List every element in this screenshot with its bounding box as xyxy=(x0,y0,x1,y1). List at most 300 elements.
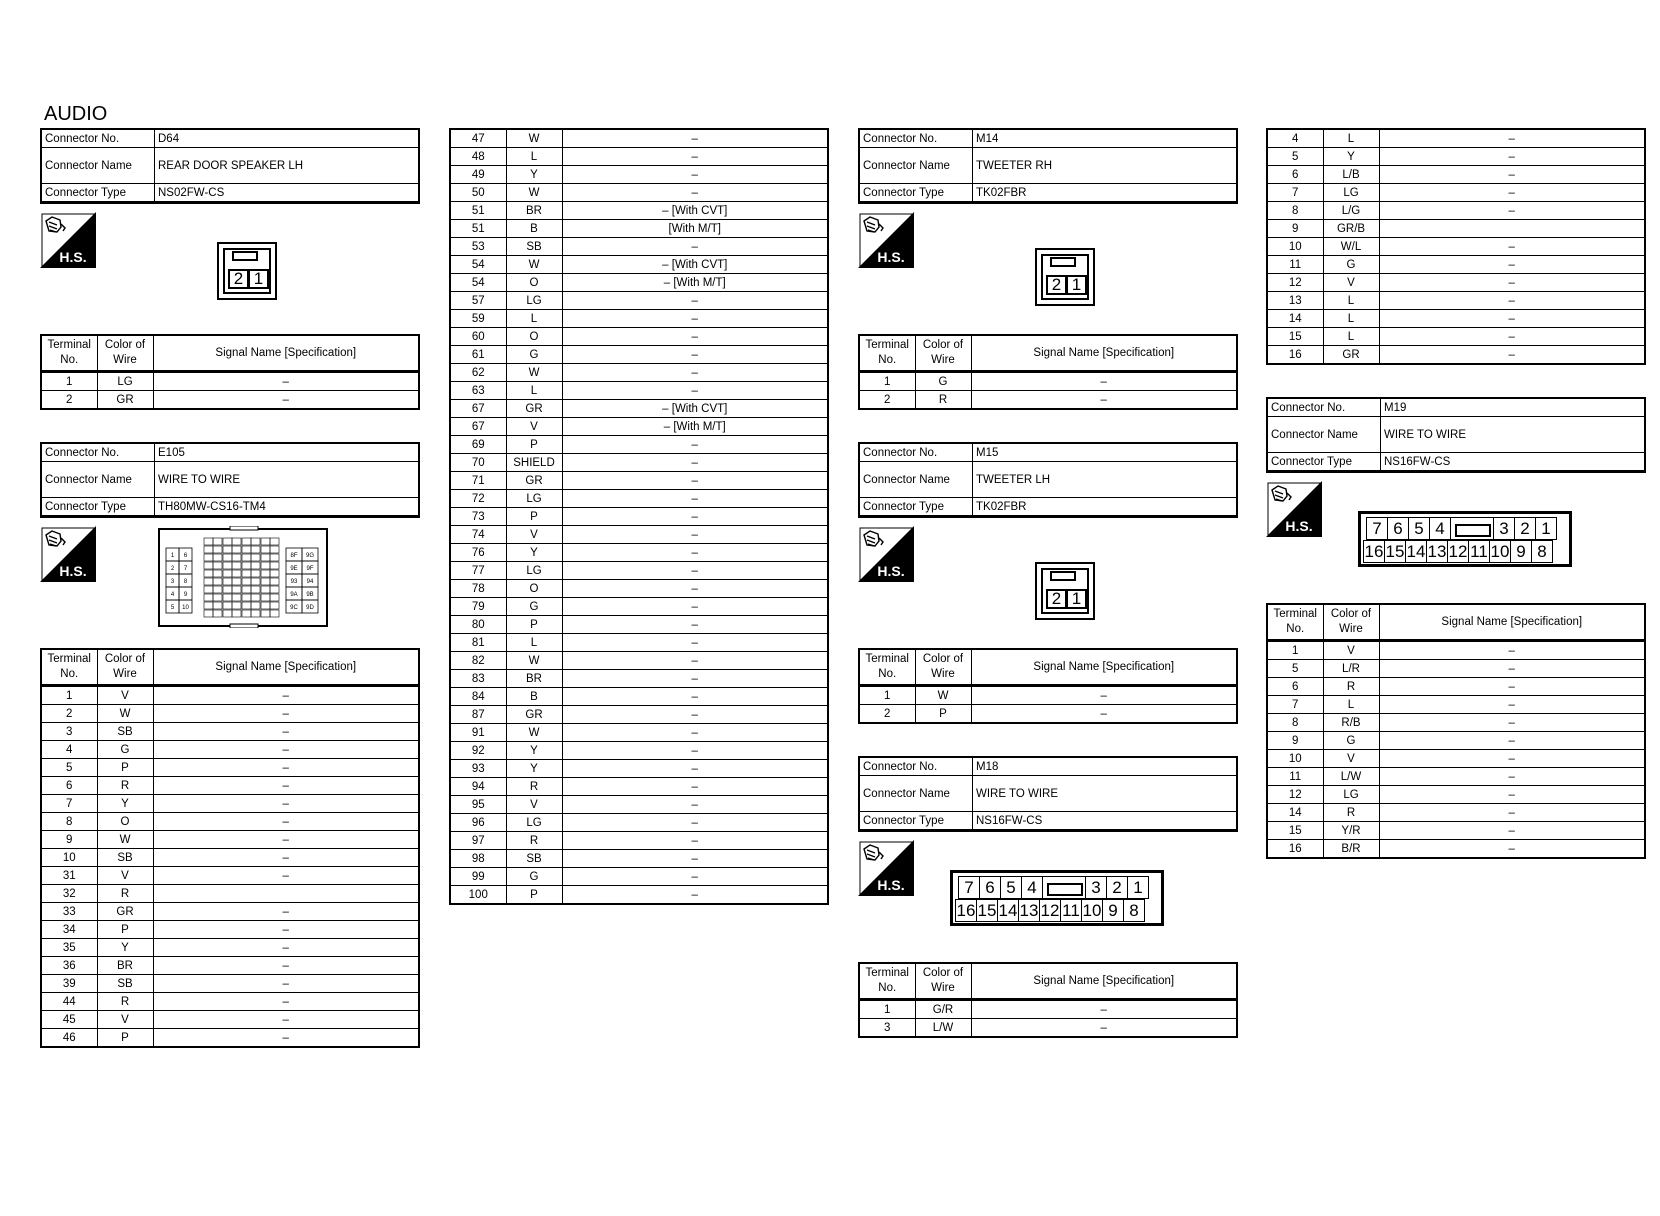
signal-name-cell: – xyxy=(1379,274,1645,292)
label-connector-name: Connector Name xyxy=(859,462,973,498)
col-signal-name: Signal Name [Specification] xyxy=(1379,604,1645,641)
table-row xyxy=(1267,148,1645,166)
pin-label: 2 xyxy=(1514,517,1536,540)
terminal-table-m18 xyxy=(858,962,1238,1038)
wire-color-cell: Y xyxy=(97,939,153,957)
signal-name-cell: – [With CVT] xyxy=(562,202,828,220)
terminal-no-cell: 7 xyxy=(1267,696,1323,714)
table-row xyxy=(41,885,419,903)
signal-name-cell: – xyxy=(1379,750,1645,768)
col-signal-name: Signal Name [Specification] xyxy=(971,963,1237,1000)
signal-name-cell: – xyxy=(562,724,828,742)
table-row xyxy=(41,1011,419,1029)
connector-no-value: M14 xyxy=(973,129,1238,148)
table-row xyxy=(450,508,828,526)
connector-type-value: NS16FW-CS xyxy=(1381,453,1646,472)
wire-color-cell: P xyxy=(97,921,153,939)
label-connector-no: Connector No. xyxy=(41,443,155,462)
signal-name-cell: – xyxy=(153,903,419,921)
signal-name-cell xyxy=(153,885,419,903)
signal-name-cell: – xyxy=(153,777,419,795)
pin-label: 12 xyxy=(1448,542,1468,561)
label-connector-no: Connector No. xyxy=(859,443,973,462)
wire-color-cell: L xyxy=(506,310,562,328)
signal-name-cell: – xyxy=(153,867,419,885)
wire-color-cell: Y xyxy=(506,166,562,184)
terminal-no-cell: 99 xyxy=(450,868,506,886)
signal-name-cell: – xyxy=(1379,184,1645,202)
connector-name-value: TWEETER LH xyxy=(973,462,1238,498)
terminal-no-cell: 4 xyxy=(1267,129,1323,148)
wire-color-cell: L xyxy=(1323,310,1379,328)
table-row xyxy=(450,652,828,670)
hs-label: H.S. xyxy=(1285,518,1313,534)
wire-color-cell: GR xyxy=(1323,346,1379,365)
wire-color-cell: L/B xyxy=(1323,166,1379,184)
signal-name-cell: – [With CVT] xyxy=(562,256,828,274)
table-row xyxy=(1267,346,1645,365)
signal-name-cell: – xyxy=(562,490,828,508)
signal-name-cell: – xyxy=(1379,256,1645,274)
wire-color-cell: W xyxy=(506,724,562,742)
signal-name-cell: – xyxy=(562,868,828,886)
table-row xyxy=(450,472,828,490)
terminal-no-cell: 11 xyxy=(1267,256,1323,274)
terminal-no-cell: 1 xyxy=(859,686,915,705)
table-row xyxy=(1267,202,1645,220)
wire-color-cell: P xyxy=(506,616,562,634)
signal-name-cell: – xyxy=(1379,696,1645,714)
signal-name-cell: – xyxy=(562,166,828,184)
table-row xyxy=(450,724,828,742)
pin-label: 1 xyxy=(248,269,269,289)
table-row xyxy=(1267,732,1645,750)
table-row xyxy=(450,418,828,436)
connector-header-e105 xyxy=(40,442,420,518)
signal-name-cell: – xyxy=(1379,678,1645,696)
table-row xyxy=(450,436,828,454)
terminal-no-cell: 10 xyxy=(1267,750,1323,768)
signal-name-cell: – xyxy=(1379,202,1645,220)
signal-name-cell: – xyxy=(1379,768,1645,786)
table-row xyxy=(1267,822,1645,840)
table-row xyxy=(1267,660,1645,678)
signal-name-cell: – xyxy=(562,616,828,634)
terminal-table-m15 xyxy=(858,648,1238,724)
terminal-no-cell: 2 xyxy=(41,391,97,410)
wire-color-cell: L xyxy=(1323,328,1379,346)
connector-no-value: D64 xyxy=(155,129,420,148)
terminal-no-cell: 10 xyxy=(41,849,97,867)
table-row xyxy=(41,831,419,849)
signal-name-cell: – xyxy=(562,328,828,346)
table-row xyxy=(450,706,828,724)
terminal-no-cell: 12 xyxy=(1267,274,1323,292)
table-row xyxy=(450,310,828,328)
signal-name-cell: – xyxy=(1379,804,1645,822)
connector-face-m19 xyxy=(1358,511,1572,567)
terminal-no-cell: 3 xyxy=(859,1019,915,1038)
signal-name-cell: – xyxy=(562,706,828,724)
table-row xyxy=(450,868,828,886)
table-row xyxy=(1267,696,1645,714)
pin-label: 3 xyxy=(1085,876,1107,899)
pin-label: 8F xyxy=(290,553,298,559)
pin-label: 1 xyxy=(1127,876,1149,899)
signal-name-cell: – xyxy=(153,759,419,777)
table-row xyxy=(41,975,419,993)
wire-color-cell: R xyxy=(1323,678,1379,696)
wire-color-cell: O xyxy=(506,274,562,292)
wire-color-cell: Y xyxy=(506,742,562,760)
wire-color-cell: L xyxy=(506,148,562,166)
wire-color-cell: L/W xyxy=(1323,768,1379,786)
signal-name-cell: – xyxy=(562,778,828,796)
wire-color-cell: W xyxy=(506,129,562,148)
connector-name-value: REAR DOOR SPEAKER LH xyxy=(155,148,420,184)
terminal-no-cell: 16 xyxy=(1267,840,1323,859)
pin-label: 6 xyxy=(1387,517,1409,540)
table-row xyxy=(450,364,828,382)
pin-label: 94 xyxy=(306,579,314,585)
connector-header-m15 xyxy=(858,442,1238,518)
terminal-no-cell: 73 xyxy=(450,508,506,526)
column-2 xyxy=(449,128,829,905)
terminal-no-cell: 14 xyxy=(1267,804,1323,822)
signal-name-cell: – xyxy=(562,472,828,490)
pin-label: 9F xyxy=(306,566,314,572)
terminal-table-e105 xyxy=(40,648,420,1048)
pin-label: 2 xyxy=(1046,275,1067,295)
pin-label: 8 xyxy=(1123,899,1145,922)
pin-label: 9E xyxy=(290,566,298,572)
table-row xyxy=(450,256,828,274)
table-row xyxy=(1267,292,1645,310)
table-row xyxy=(450,202,828,220)
wire-color-cell: P xyxy=(97,759,153,777)
terminal-no-cell: 71 xyxy=(450,472,506,490)
terminal-table-e105-continued xyxy=(449,128,829,905)
table-row xyxy=(450,454,828,472)
terminal-no-cell: 49 xyxy=(450,166,506,184)
connector-no-value: M19 xyxy=(1381,398,1646,417)
terminal-no-cell: 47 xyxy=(450,129,506,148)
terminal-table-m18-continued xyxy=(1266,128,1646,365)
terminal-no-cell: 76 xyxy=(450,544,506,562)
pin-label: 14 xyxy=(1406,542,1426,561)
hs-icon xyxy=(40,526,96,582)
terminal-no-cell: 7 xyxy=(1267,184,1323,202)
wire-color-cell: V xyxy=(97,867,153,885)
terminal-no-cell: 9 xyxy=(1267,732,1323,750)
terminal-no-cell: 7 xyxy=(41,795,97,813)
col-terminal-no: Terminal No. xyxy=(859,335,915,372)
terminal-no-cell: 50 xyxy=(450,184,506,202)
table-row xyxy=(859,1019,1237,1038)
wire-color-cell: LG xyxy=(506,562,562,580)
table-row xyxy=(41,921,419,939)
table-row xyxy=(450,814,828,832)
pin-label: 8 xyxy=(183,579,188,585)
latch-slot xyxy=(1450,517,1494,540)
hs-label: H.S. xyxy=(877,563,905,579)
pin-label: 10 xyxy=(182,605,189,611)
label-connector-type: Connector Type xyxy=(41,498,155,517)
table-row xyxy=(450,778,828,796)
wire-color-cell: W xyxy=(97,831,153,849)
table-row xyxy=(41,903,419,921)
wire-color-cell: V xyxy=(1323,641,1379,660)
connector-header-m14 xyxy=(858,128,1238,204)
signal-name-cell: – xyxy=(562,688,828,706)
connector-diagram-e105 xyxy=(40,518,420,648)
wire-color-cell: GR xyxy=(97,903,153,921)
pin-label: 16 xyxy=(1364,542,1384,561)
pin-label: 5 xyxy=(170,605,175,611)
hs-label: H.S. xyxy=(59,249,87,265)
terminal-no-cell: 1 xyxy=(1267,641,1323,660)
table-row xyxy=(450,400,828,418)
signal-name-cell: – xyxy=(562,670,828,688)
terminal-no-cell: 1 xyxy=(859,372,915,391)
signal-name-cell: – xyxy=(971,705,1237,724)
wire-color-cell: G xyxy=(506,346,562,364)
terminal-no-cell: 8 xyxy=(1267,714,1323,732)
table-row xyxy=(450,544,828,562)
wire-color-cell: GR xyxy=(506,472,562,490)
table-row xyxy=(859,686,1237,705)
terminal-no-cell: 82 xyxy=(450,652,506,670)
table-row xyxy=(450,670,828,688)
table-row xyxy=(41,686,419,705)
wire-color-cell: V xyxy=(1323,274,1379,292)
wire-color-cell: Y xyxy=(97,795,153,813)
signal-name-cell: – xyxy=(153,849,419,867)
hs-icon xyxy=(858,840,914,896)
connector-no-value: M15 xyxy=(973,443,1238,462)
terminal-no-cell: 2 xyxy=(859,391,915,410)
wire-color-cell: P xyxy=(506,436,562,454)
pin-label: 1 xyxy=(170,553,175,559)
signal-name-cell: – xyxy=(562,382,828,400)
signal-name-cell: – xyxy=(562,544,828,562)
table-row xyxy=(450,166,828,184)
col-color-of-wire: Color of Wire xyxy=(915,963,971,1000)
wire-color-cell: L xyxy=(506,634,562,652)
pin-label: 12 xyxy=(1040,901,1060,920)
signal-name-cell: – xyxy=(153,741,419,759)
signal-name-cell: – xyxy=(1379,822,1645,840)
signal-name-cell: – xyxy=(971,372,1237,391)
label-connector-type: Connector Type xyxy=(41,184,155,203)
signal-name-cell: – xyxy=(153,372,419,391)
signal-name-cell: – xyxy=(153,1011,419,1029)
pin-label: 1 xyxy=(1535,517,1557,540)
connector-header-d64 xyxy=(40,128,420,204)
terminal-no-cell: 12 xyxy=(1267,786,1323,804)
signal-name-cell: – xyxy=(1379,786,1645,804)
wire-color-cell: B xyxy=(506,688,562,706)
wire-color-cell: L xyxy=(1323,696,1379,714)
col-terminal-no: Terminal No. xyxy=(41,649,97,686)
wire-color-cell: G xyxy=(506,868,562,886)
latch xyxy=(1050,257,1076,267)
signal-name-cell: – xyxy=(153,723,419,741)
signal-name-cell: – xyxy=(1379,732,1645,750)
wire-color-cell: V xyxy=(97,1011,153,1029)
wire-color-cell: SHIELD xyxy=(506,454,562,472)
wire-color-cell: Y xyxy=(506,760,562,778)
table-row xyxy=(1267,804,1645,822)
pin-label: 2 xyxy=(1106,876,1128,899)
wire-color-cell: SB xyxy=(97,849,153,867)
connector-no-value: E105 xyxy=(155,443,420,462)
signal-name-cell: – xyxy=(153,1029,419,1048)
wire-color-cell: B xyxy=(506,220,562,238)
table-row xyxy=(859,372,1237,391)
col-color-of-wire: Color of Wire xyxy=(97,649,153,686)
wire-color-cell: O xyxy=(506,580,562,598)
table-row xyxy=(450,148,828,166)
signal-name-cell: – xyxy=(562,832,828,850)
wire-color-cell: L xyxy=(506,382,562,400)
terminal-no-cell: 57 xyxy=(450,292,506,310)
signal-name-cell: – xyxy=(153,795,419,813)
label-connector-name: Connector Name xyxy=(41,462,155,498)
wire-color-cell: BR xyxy=(506,202,562,220)
wire-color-cell: G/R xyxy=(915,1000,971,1019)
wire-color-cell: O xyxy=(506,328,562,346)
wire-color-cell: B/R xyxy=(1323,840,1379,859)
signal-name-cell: – xyxy=(562,436,828,454)
pin-label: 6 xyxy=(979,876,1001,899)
col-color-of-wire: Color of Wire xyxy=(915,649,971,686)
pin-label: 10 xyxy=(1490,542,1510,561)
hs-icon xyxy=(858,212,914,268)
pin-label: 93 xyxy=(290,579,298,585)
signal-name-cell: – xyxy=(1379,346,1645,365)
terminal-no-cell: 60 xyxy=(450,328,506,346)
pin-label: 9D xyxy=(306,605,314,611)
signal-name-cell: [With M/T] xyxy=(562,220,828,238)
signal-name-cell: – xyxy=(1379,840,1645,859)
signal-name-cell: – xyxy=(971,1000,1237,1019)
wire-color-cell: LG xyxy=(506,490,562,508)
wire-color-cell: GR xyxy=(97,391,153,410)
terminal-no-cell: 9 xyxy=(41,831,97,849)
table-row xyxy=(41,723,419,741)
pin-label: 13 xyxy=(1427,542,1447,561)
signal-name-cell: – xyxy=(153,813,419,831)
terminal-no-cell: 59 xyxy=(450,310,506,328)
signal-name-cell: – xyxy=(562,184,828,202)
pin-label: 2 xyxy=(228,269,249,289)
label-connector-name: Connector Name xyxy=(859,776,973,812)
table-row xyxy=(450,796,828,814)
wire-color-cell: G xyxy=(1323,732,1379,750)
col-terminal-no: Terminal No. xyxy=(859,649,915,686)
pin-label: 9C xyxy=(290,605,298,611)
pin-label: 2 xyxy=(170,566,175,572)
signal-name-cell: – xyxy=(562,526,828,544)
signal-name-cell: – xyxy=(153,831,419,849)
terminal-no-cell: 39 xyxy=(41,975,97,993)
table-row xyxy=(1267,220,1645,238)
table-row xyxy=(41,993,419,1011)
pin-label: 9B xyxy=(306,592,314,598)
connector-header-m18 xyxy=(858,756,1238,832)
hs-label: H.S. xyxy=(877,877,905,893)
wire-color-cell: LG xyxy=(1323,184,1379,202)
hs-icon xyxy=(1266,481,1322,537)
pin-label: 4 xyxy=(170,592,175,598)
signal-name-cell: – xyxy=(153,705,419,723)
terminal-no-cell: 77 xyxy=(450,562,506,580)
wire-color-cell: GR xyxy=(506,400,562,418)
connector-name-value: WIRE TO WIRE xyxy=(155,462,420,498)
connector-face-m18 xyxy=(950,870,1164,926)
terminal-table-m19 xyxy=(1266,603,1646,859)
signal-name-cell: – xyxy=(153,686,419,705)
wire-color-cell: LG xyxy=(506,292,562,310)
signal-name-cell: – xyxy=(1379,660,1645,678)
pin-label: 9 xyxy=(1510,540,1532,563)
label-connector-name: Connector Name xyxy=(41,148,155,184)
wire-color-cell: BR xyxy=(97,957,153,975)
table-row xyxy=(859,705,1237,724)
terminal-no-cell: 8 xyxy=(41,813,97,831)
terminal-no-cell: 80 xyxy=(450,616,506,634)
col-color-of-wire: Color of Wire xyxy=(97,335,153,372)
terminal-no-cell: 6 xyxy=(1267,678,1323,696)
table-row xyxy=(450,634,828,652)
pin-label: 8 xyxy=(1531,540,1553,563)
signal-name-cell: – [With M/T] xyxy=(562,274,828,292)
signal-name-cell: – xyxy=(562,508,828,526)
table-row xyxy=(41,867,419,885)
pin-label: 4 xyxy=(1429,517,1451,540)
wire-color-cell: SB xyxy=(97,723,153,741)
terminal-no-cell: 5 xyxy=(1267,148,1323,166)
table-row xyxy=(41,741,419,759)
label-connector-no: Connector No. xyxy=(859,129,973,148)
wire-color-cell: R xyxy=(915,391,971,410)
wire-color-cell: P xyxy=(97,1029,153,1048)
terminal-no-cell: 1 xyxy=(41,686,97,705)
table-row xyxy=(450,346,828,364)
wire-color-cell: SB xyxy=(97,975,153,993)
connector-face-d64 xyxy=(217,242,277,300)
table-row xyxy=(1267,768,1645,786)
table-row xyxy=(1267,274,1645,292)
connector-type-value: TH80MW-CS16-TM4 xyxy=(155,498,420,517)
pin-label: 13 xyxy=(1019,901,1039,920)
table-row xyxy=(41,1029,419,1048)
signal-name-cell: – xyxy=(1379,129,1645,148)
connector-header-m19 xyxy=(1266,397,1646,473)
signal-name-cell: – xyxy=(1379,641,1645,660)
connector-name-value: WIRE TO WIRE xyxy=(973,776,1238,812)
wire-color-cell: W xyxy=(506,652,562,670)
column-4 xyxy=(1266,128,1646,859)
wire-color-cell: LG xyxy=(1323,786,1379,804)
hs-label: H.S. xyxy=(877,249,905,265)
terminal-no-cell: 6 xyxy=(41,777,97,795)
label-connector-no: Connector No. xyxy=(1267,398,1381,417)
terminal-no-cell: 8 xyxy=(1267,202,1323,220)
connector-type-value: NS16FW-CS xyxy=(973,812,1238,831)
terminal-no-cell: 16 xyxy=(1267,346,1323,365)
